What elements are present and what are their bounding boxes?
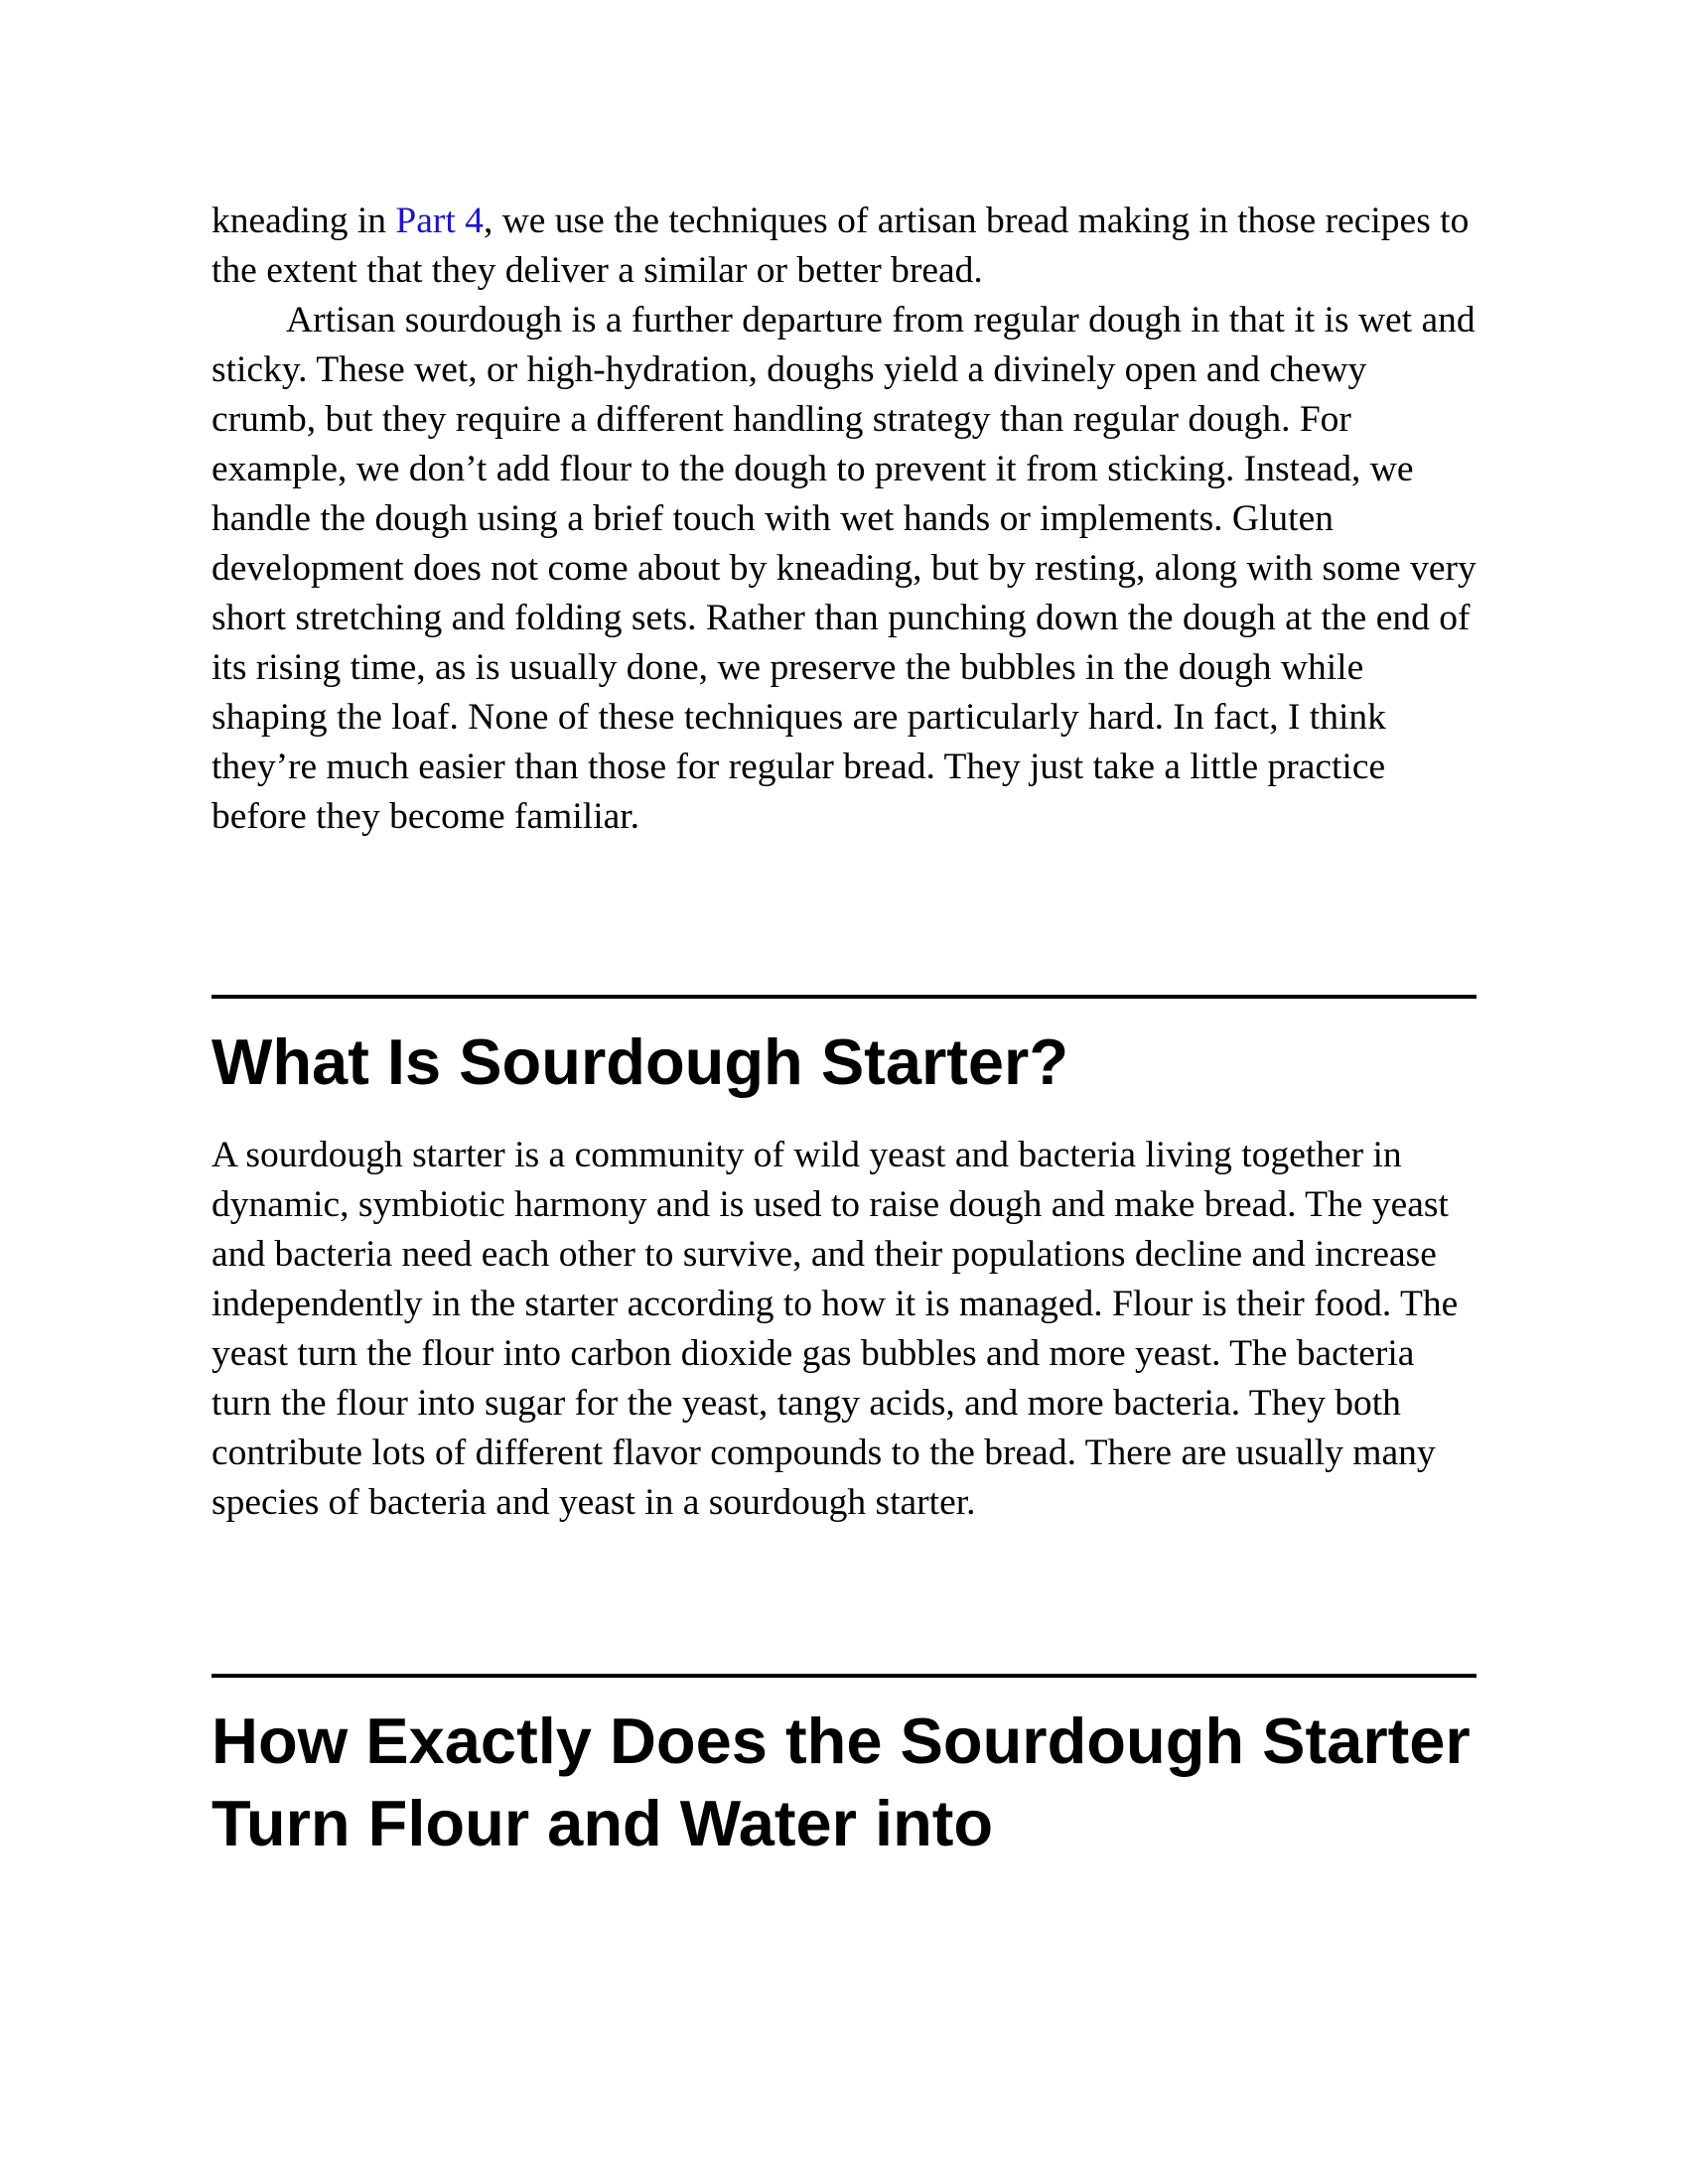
- artisan-sourdough-paragraph: Artisan sourdough is a further departure from regular dough in that it is wet and sticky. These wet, or high-hydration, doughs yield a divinely open and chewy crumb, but they require a different handling strategy than regular dough. For example, we don’t add flour to the dough to prevent it from sticking. Instead, we handle the dough using a brief touch with wet hands or implements. Gluten development does not come about by kneading, but by resting, along with some very short stretching and folding sets. Rather than punching down the dough at the end of its rising time, as is usually done, we preserve the bubbles in the dough while shaping the loaf. None of these techniques are particularly hard. In fact, I think they’re much easier than those for regular bread. They just take a little practice before they become familiar.: [211, 300, 1477, 837]
- section-heading-what-is-starter: What Is Sourdough Starter?: [211, 1025, 1069, 1098]
- section-heading-how-starter-works: How Exactly Does the Sourdough Starter Turn Flour and Water into: [211, 1705, 1471, 1859]
- starter-definition-paragraph: A sourdough starter is a community of wild yeast and bacteria living together in dynamic, symbiotic harmony and is used to raise dough and make bread. The yeast and bacteria need each other to survive, and their populations decline and increase independently in the starter according to how it is managed. Flour is their food. The yeast turn the flour into carbon dioxide gas bubbles and more yeast. The bacteria turn the flour into sugar for the yeast, tangy acids, and more bacteria. They both contribute lots of different flavor compounds to the bread. There are usually many species of bacteria and yeast in a sourdough starter.: [211, 1135, 1459, 1523]
- intro-paragraph: [211, 197, 1477, 296]
- section-divider: [211, 995, 1477, 999]
- document-page: [211, 197, 1477, 1864]
- part-4-link[interactable]: Part 4: [395, 201, 484, 241]
- intro-text-after-link: , we use the techniques of artisan bread making in those recipes to the extent that they deliver a similar or better bread.: [211, 201, 1470, 291]
- section-divider: [211, 1674, 1477, 1678]
- intro-text-before-link: kneading in: [211, 201, 396, 241]
